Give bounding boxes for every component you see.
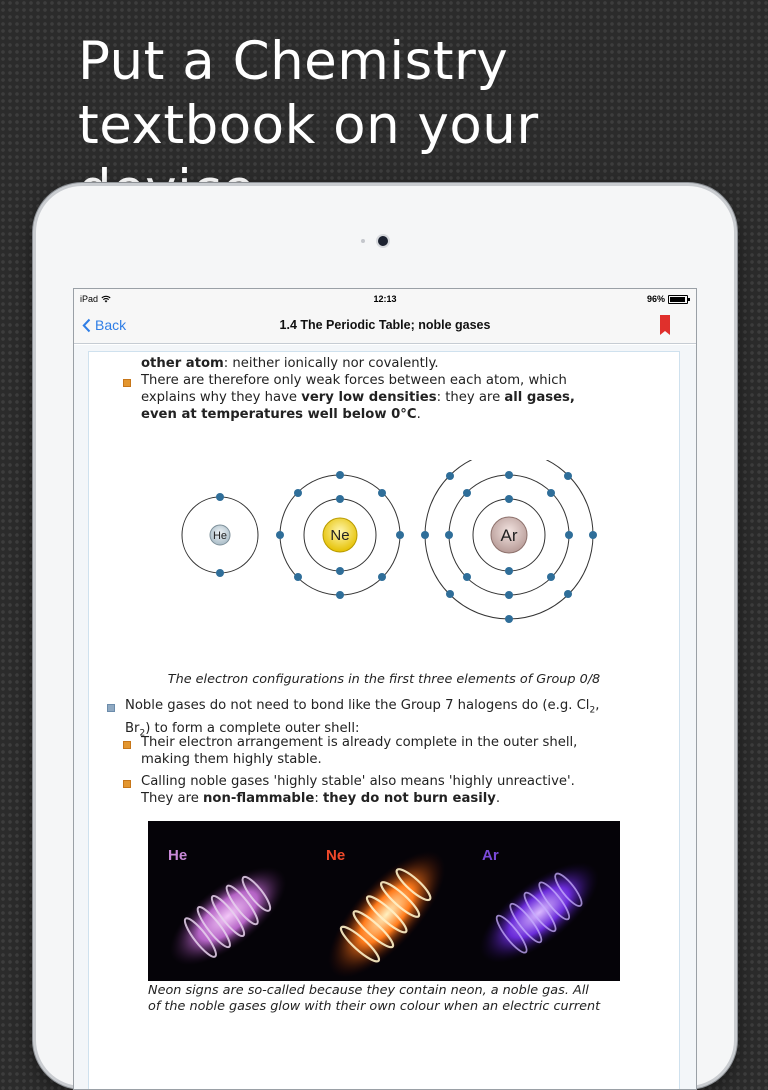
electron-configuration-diagram [179,460,599,650]
blue-bullet-icon [107,704,115,712]
argon-tube [464,845,614,981]
photo-caption: Neon signs are so-called because they contain neon, a noble gas. All of the noble gases glow with their own colour when an electric current [148,983,601,1014]
atom-label-ar: Ar [500,526,518,545]
status-bar [74,289,696,309]
carrier-label: iPad [80,294,99,304]
atom-label-ne: Ne [330,527,350,544]
battery-status [647,289,688,309]
ipad-frame [36,186,734,1086]
back-label: Back [95,317,127,333]
photo-label-he: He [168,847,188,864]
orange-bullet-icon [123,379,131,387]
bullet-weak-forces: There are therefore only weak forces between each atom, which explains why they have very low densities: they are all gases, even at temperatures well below 0°C. [141,373,575,422]
bullet-noble-gases-bond: Noble gases do not need to bond like the Group 7 halogens do (e.g. $Cl_2$, $Br_2$) to form a complete outer shell: [125,698,600,739]
promo-headline: Put a Chemistry textbook on your [78,31,539,156]
battery-percent: 96% [646,294,665,304]
front-sensor [361,239,365,243]
bullet-highly-stable: Calling noble gases 'highly stable' also means 'highly unreactive'. They are non-flammable: they do not burn easily. [141,774,575,806]
orange-bullet-icon [123,741,131,749]
atom-label-he: He [212,530,228,542]
reader-area[interactable] [74,345,696,1089]
battery-icon [668,295,688,304]
noble-gas-discharge-photo [148,821,620,981]
page-title: 1.4 The Periodic Table; noble gases [279,318,491,332]
paragraph-continuation: other atom: neither ionically nor covalently. [141,356,439,371]
textbook-page[interactable] [88,351,680,1089]
device-screen [73,288,697,1090]
navigation-bar [74,309,696,344]
bookmark-icon[interactable] [660,315,670,335]
status-time: 12:13 [373,294,397,304]
photo-label-ne: Ne [326,847,346,864]
photo-label-ar: Ar [482,847,499,864]
discharge-tubes-image [148,821,620,981]
figure-caption: The electron configurations in the first three elements of Group 0/8 [167,672,601,687]
orange-bullet-icon [123,780,131,788]
front-camera [378,236,388,246]
helium-tube [154,849,301,981]
bullet-electron-arrangement: Their electron arrangement is already complete in the outer shell, making them highly stable. [141,735,578,767]
